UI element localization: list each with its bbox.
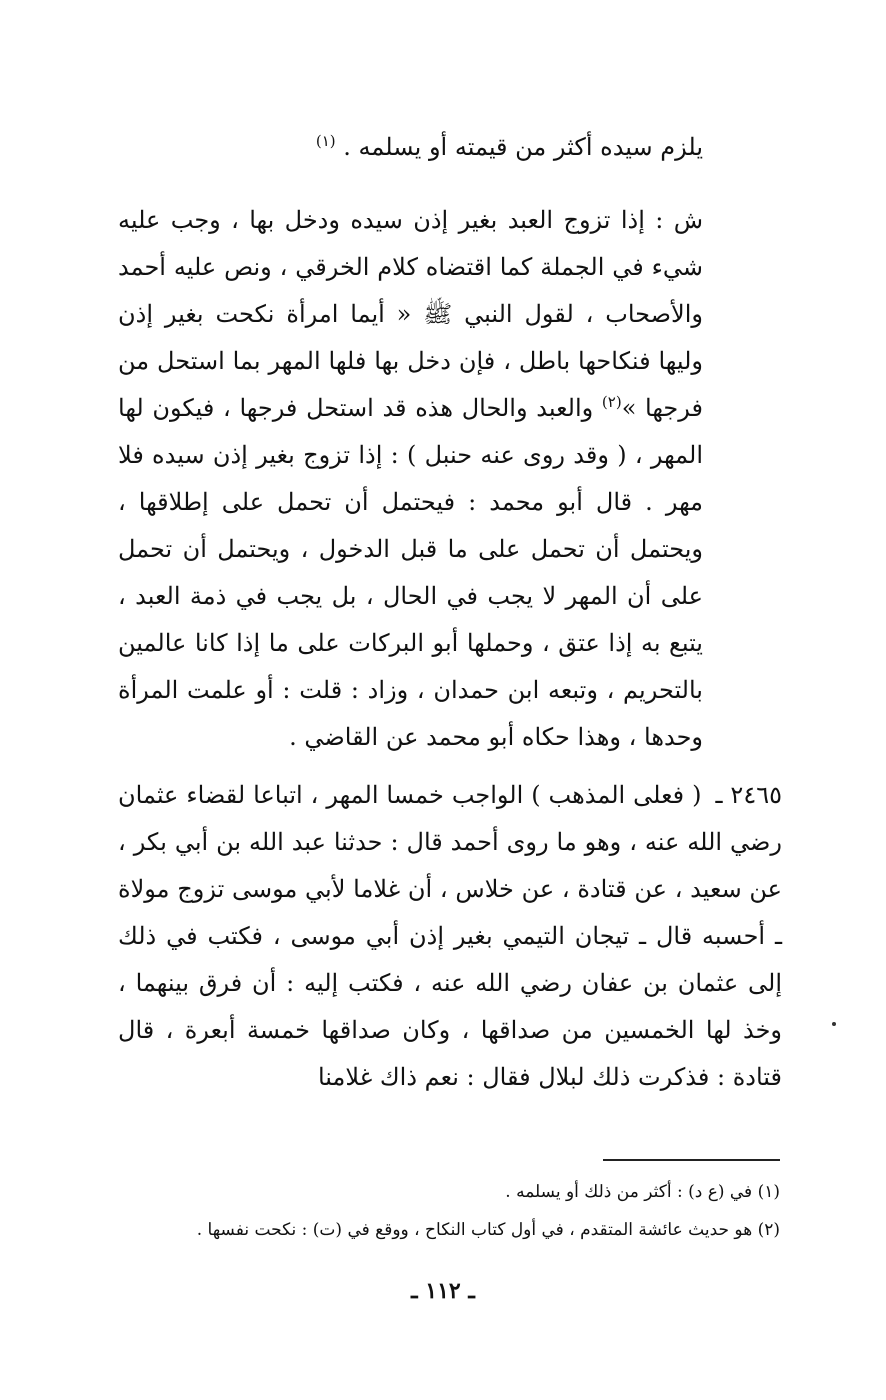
footnote-marker: (٢)	[757, 1220, 780, 1240]
entry-text: ( فعلى المذهب ) الواجب خمسا المهر ، اتباعا لقضاء عثمان رضي الله عنه ، وهو ما روى أحمد قال : حدثنا عبد الله بن أبي بكر ، عن سعيد ، عن قتادة ، عن خلاس ، أن غلاما لأبي موسى تزوج مولاة ـ أحسبه قال ـ تيجان التيمي بغير إذن أبي موسى ، فكتب في ذلك إلى عثمان بن عفان رضي الله عنه ، فكتب إليه : أن فرق بينهما ، وخذ لها الخمسين من صداقها ، وكان صداقها خمسة أبعرة ، قال قتادة : فذكرت ذلك لبلال فقال : نعم ذاك غلامنا	[118, 781, 782, 1091]
margin-mark	[832, 1022, 836, 1026]
commentary-text-part2: والعبد والحال هذه قد استحل فرجها ، فيكون لها المهر ، ( وقد روى عنه حنبل ) : إذا تزوج بغير إذن سيده فلا مهر . قال أبو محمد : فيحتمل أن تحمل على إطلاقها ، ويحتمل أن تحمل على ما قبل الدخول ، ويحتمل أن تحمل على أن المهر لا يجب في الحال ، بل يجب في ذمة العبد ، يتبع به إذا عتق ، وحملها أبو البركات على ما إذا كانا عالمين بالتحريم ، وتبعه ابن حمدان ، وزاد : قلت : أو علمت المرأة وحدها ، وهذا حكاه أبو محمد عن القاضي .	[118, 394, 703, 751]
footnote-1	[505, 1180, 780, 1204]
commentary-text-part1: ش : إذا تزوج العبد بغير إذن سيده ودخل بها ، وجب عليه شيء في الجملة كما اقتضاه كلام الخرقي ، ونص عليه أحمد والأصحاب ، لقول النبي ﷺ « أيما امرأة نكحت بغير إذن وليها فنكاحها باطل ، فإن دخل بها فلها المهر بما استحل من فرجها »	[118, 206, 703, 422]
footnote-2	[197, 1218, 780, 1242]
page-number: ـ ١١٢ ـ	[411, 1278, 475, 1304]
footnote-ref-2: (٢)	[601, 393, 622, 411]
commentary-paragraph	[118, 197, 703, 761]
footnote-separator	[603, 1159, 780, 1161]
intro-text: يلزم سيده أكثر من قيمته أو يسلمه .	[343, 133, 703, 161]
footnote-marker: (١)	[757, 1182, 780, 1202]
footnote-ref-1: (١)	[315, 132, 336, 150]
footnote-text: هو حديث عائشة المتقدم ، في أول كتاب النكاح ، ووقع في (ت) : نكحت نفسها .	[196, 1220, 753, 1240]
entry-number: ٢٤٦٥ ـ	[715, 781, 782, 809]
intro-paragraph	[118, 124, 703, 171]
numbered-entry	[118, 772, 782, 1101]
footnote-text: في (ع د) : أكثر من ذلك أو يسلمه .	[505, 1182, 753, 1202]
